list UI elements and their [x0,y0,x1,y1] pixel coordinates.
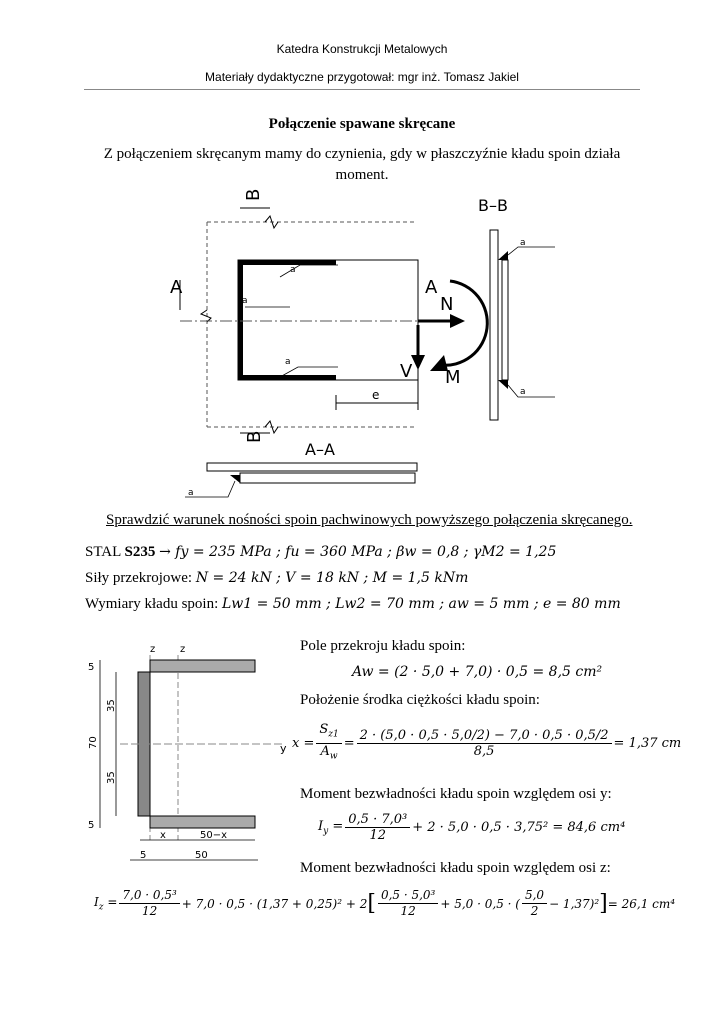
iz-title: Moment bezwładności kładu spoin względem osi z: [300,860,611,876]
weld-section-drawing [80,640,300,870]
intro-text: Z połączeniem skręcanym mamy do czynienia, gdy w płaszczyźnie kładu spoin działa moment. [103,146,621,183]
dims-line [85,596,621,613]
dims-values: Lw1 = 50 mm ; Lw2 = 70 mm ; aw = 5 mm ; e = 80 mm [222,596,621,612]
section-b-bottom-label: B [244,430,265,443]
dims-label: Wymiary kładu spoin: [85,596,219,612]
iz-den2: 12 [400,904,416,918]
iz-mid: + 7,0 · 0,5 · (1,37 + 0,25)² + 2 [181,896,368,911]
dim-35-upper: 35 [106,699,117,712]
dim-35-lower: 35 [106,771,117,784]
centroid-result: = 1,37 cm [613,735,682,751]
dim-70: 70 [88,736,99,749]
iy-formula: $I_y$ = $\frac{\text{0,5 · 7,0³}}{12}$ + 2 · 5,0 · 0,5 · 3,75² = 84,6 cm⁴ [318,812,626,843]
forces-values: N = 24 kN ; V = 18 kN ; M = 1,5 kNm [195,570,469,586]
page-title: Połączenie spawane skręcane [268,116,456,132]
steel-line [85,544,556,561]
iz-den1: 12 [141,904,158,918]
force-v-label: V [400,361,413,382]
moment-m-label: M [445,367,461,388]
iz-mid2: + 5,0 · 0,5 · ( [440,896,520,911]
section-a-left-label: A [170,277,183,298]
iz-num1: 7,0 · 0,5³ [119,888,179,904]
section-aa-title: A–A [305,440,335,459]
axis-z-label: z [180,644,186,655]
dim-5-top: 5 [88,662,95,673]
centroid-denominator: 8,5 [473,743,495,759]
forces-label: Siły przekrojowe: [85,570,193,586]
iz-result: = 26,1 cm⁴ [607,896,676,911]
header-department: Katedra Konstrukcji Metalowych [276,42,448,56]
iz-formula: $I_z$ = $\frac{\text{7,0 · 0,5³}}{12}$ + 7,0 · 0,5 · (1,37 + 0,25)² + 2 [ $\frac{\text{0,5 · 5,0³}}{12}$ + 5,0 · 0,5 · ( $\frac{5,0}{2}$ − 1,37)² ] = 26,1 cm⁴ [94,888,676,918]
steel-values: → fy = 235 MPa ; fu = 360 MPa ; βw = 0,8 ; γM2 = 1,25 [159,544,557,560]
steel-prefix: STAL [85,544,121,560]
dim-x: x [160,830,166,841]
iy-numerator: 0,5 · 7,0³ [345,812,410,828]
axis-z1-label: z [150,644,156,655]
weld-label-bottom: a [285,357,291,367]
joint-drawing [150,185,570,505]
header-author: Materiały dydaktyczne przygotował: mgr inż. Tomasz Jakiel [205,70,519,84]
force-n-label: N [440,294,454,315]
iz-tail: − 1,37)² [549,896,600,911]
bb-weld-label-bottom: a [520,387,526,397]
dim-50-minus-x: 50−x [200,830,228,841]
dim-5-bottom: 5 [88,820,95,831]
dim-5-horizontal: 5 [140,850,147,861]
section-a-right-label: A [425,277,438,298]
task-text: Sprawdzić warunek nośności spoin pachwinowych powyższego połączenia skręcanego. [106,512,633,528]
iz-den3: 2 [530,904,539,918]
aa-weld-label: a [188,488,194,498]
iz-num3: 5,0 [522,888,547,904]
iy-rest: + 2 · 5,0 · 0,5 · 3,75² = 84,6 cm⁴ [412,820,626,835]
axis-y-label: y [280,742,287,755]
area-title: Pole przekroju kładu spoin: [300,638,466,654]
centroid-formula: x = $\frac{S_{z1}}{A_w}$ = $\frac{2 \cdot (5,0 \cdot 0,5 \cdot 5,0/2) - 7,0 \cdot 0,5 \cdot 0,5/2}{8,5}$ = 1,37 cm [292,722,682,762]
steel-grade: S235 [124,544,156,560]
iy-denominator: 12 [369,828,387,843]
bb-weld-label-top: a [520,238,526,248]
iz-num2: 0,5 · 5,0³ [378,888,438,904]
iy-title: Moment bezwładności kładu spoin względem osi y: [300,786,612,802]
section-b-top-label: B [243,188,264,201]
weld-label-left: a [242,296,248,306]
section-bb-title: B–B [478,196,508,215]
area-formula: Aw = (2 · 5,0 + 7,0) · 0,5 = 8,5 cm² [352,664,603,680]
weld-label-top: a [290,265,296,275]
forces-line [85,570,468,587]
centroid-title: Położenie środka ciężkości kładu spoin: [300,692,540,708]
dim-50: 50 [195,850,208,861]
header-rule [84,89,640,90]
dim-e-label: e [372,388,380,402]
